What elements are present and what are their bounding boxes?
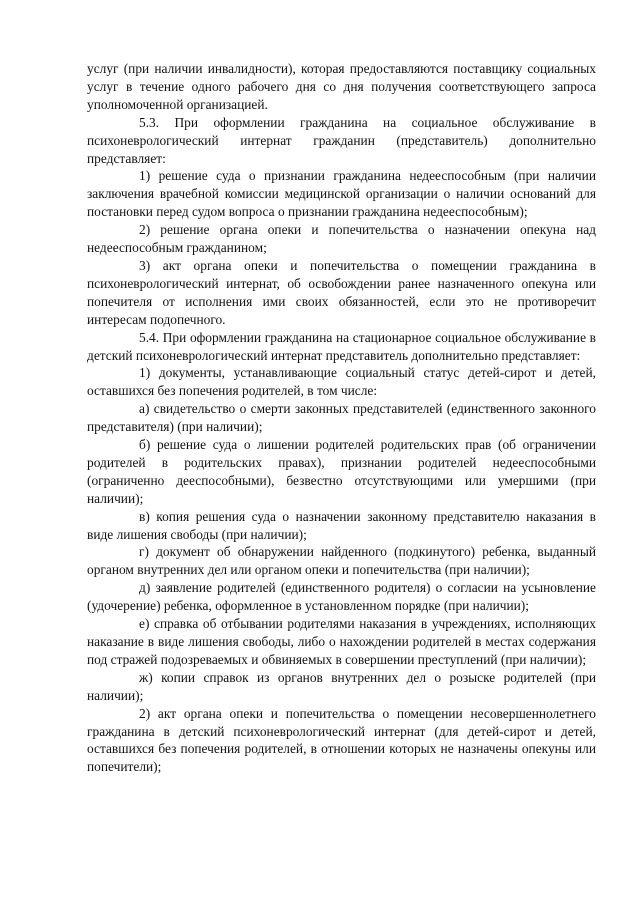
paragraph-continuation: услуг (при наличии инвалидности), которая предоставляются поставщику социальных услуг в течение одного рабочего дня со дня получения соответствующего запроса уполномоченной организацией. <box>87 61 596 112</box>
sub-item-b: б) решение суда о лишении родителей родительских прав (об ограничении родителей в родительских правах), признании родителей недееспособными (ограниченно дееспособными), безвестно отсутствующими или умершими (при наличии); <box>87 437 596 506</box>
sub-item-v: в) копия решения суда о назначении законному представителю наказания в виде лишения свободы (при наличии); <box>87 508 596 542</box>
list-item-5-3-3: 3) акт органа опеки и попечительства о помещении гражданина в психоневрологический интернат, об освобождении ранее назначенного опекуна или попечителя от исполнения ими своих обязанностей, если это не противоречит интересам подопечного. <box>87 257 596 327</box>
sub-item-d: д) заявление родителей (единственного родителя) о согласии на усыновление (удочерение) ребенка, оформленное в установленном порядке (при наличии); <box>87 580 596 614</box>
paragraph-5-4: 5.4. При оформлении гражданина на стационарное социальное обслуживание в детский психоневрологический интернат представитель дополнительно представляет: <box>87 329 596 363</box>
sub-item-a: а) свидетельство о смерти законных представителей (единственного законного представителя) (при наличии); <box>87 401 596 435</box>
list-item-5-3-2: 2) решение органа опеки и попечительства о назначении опекуна над недееспособным гражданином; <box>87 222 596 256</box>
list-item-5-3-1: 1) решение суда о признании гражданина недееспособным (при наличии заключения врачебной комиссии медицинской организации о наличии оснований для постановки перед судом вопроса о признании гражданина недееспособным); <box>87 168 596 220</box>
document-page <box>87 60 596 776</box>
sub-item-zh: ж) копии справок из органов внутренних дел о розыске родителей (при наличии); <box>87 669 596 703</box>
list-item-5-4-1: 1) документы, устанавливающие социальный статус детей-сирот и детей, оставшихся без попечения родителей, в том числе: <box>87 365 596 399</box>
sub-item-e: е) справка об отбывании родителями наказания в учреждениях, исполняющих наказание в виде лишения свободы, либо о нахождении родителей в местах содержания под стражей подозреваемых и обвиняемых в совершении преступлений (при наличии); <box>87 616 596 667</box>
list-item-5-4-2: 2) акт органа опеки и попечительства о помещении несовершеннолетнего гражданина в детский психоневрологический интернат (для детей-сирот и детей, оставшихся без попечения родителей, в отношении которых не назначены опекуны или попечители); <box>87 705 596 775</box>
paragraph-5-3: 5.3. При оформлении гражданина на социальное обслуживание в психоневрологический интернат гражданин (представитель) дополнительно представляет: <box>87 114 596 166</box>
sub-item-g: г) документ об обнаружении найденного (подкинутого) ребенка, выданный органом внутренних дел или органом опеки и попечительства (при наличии); <box>87 544 596 578</box>
